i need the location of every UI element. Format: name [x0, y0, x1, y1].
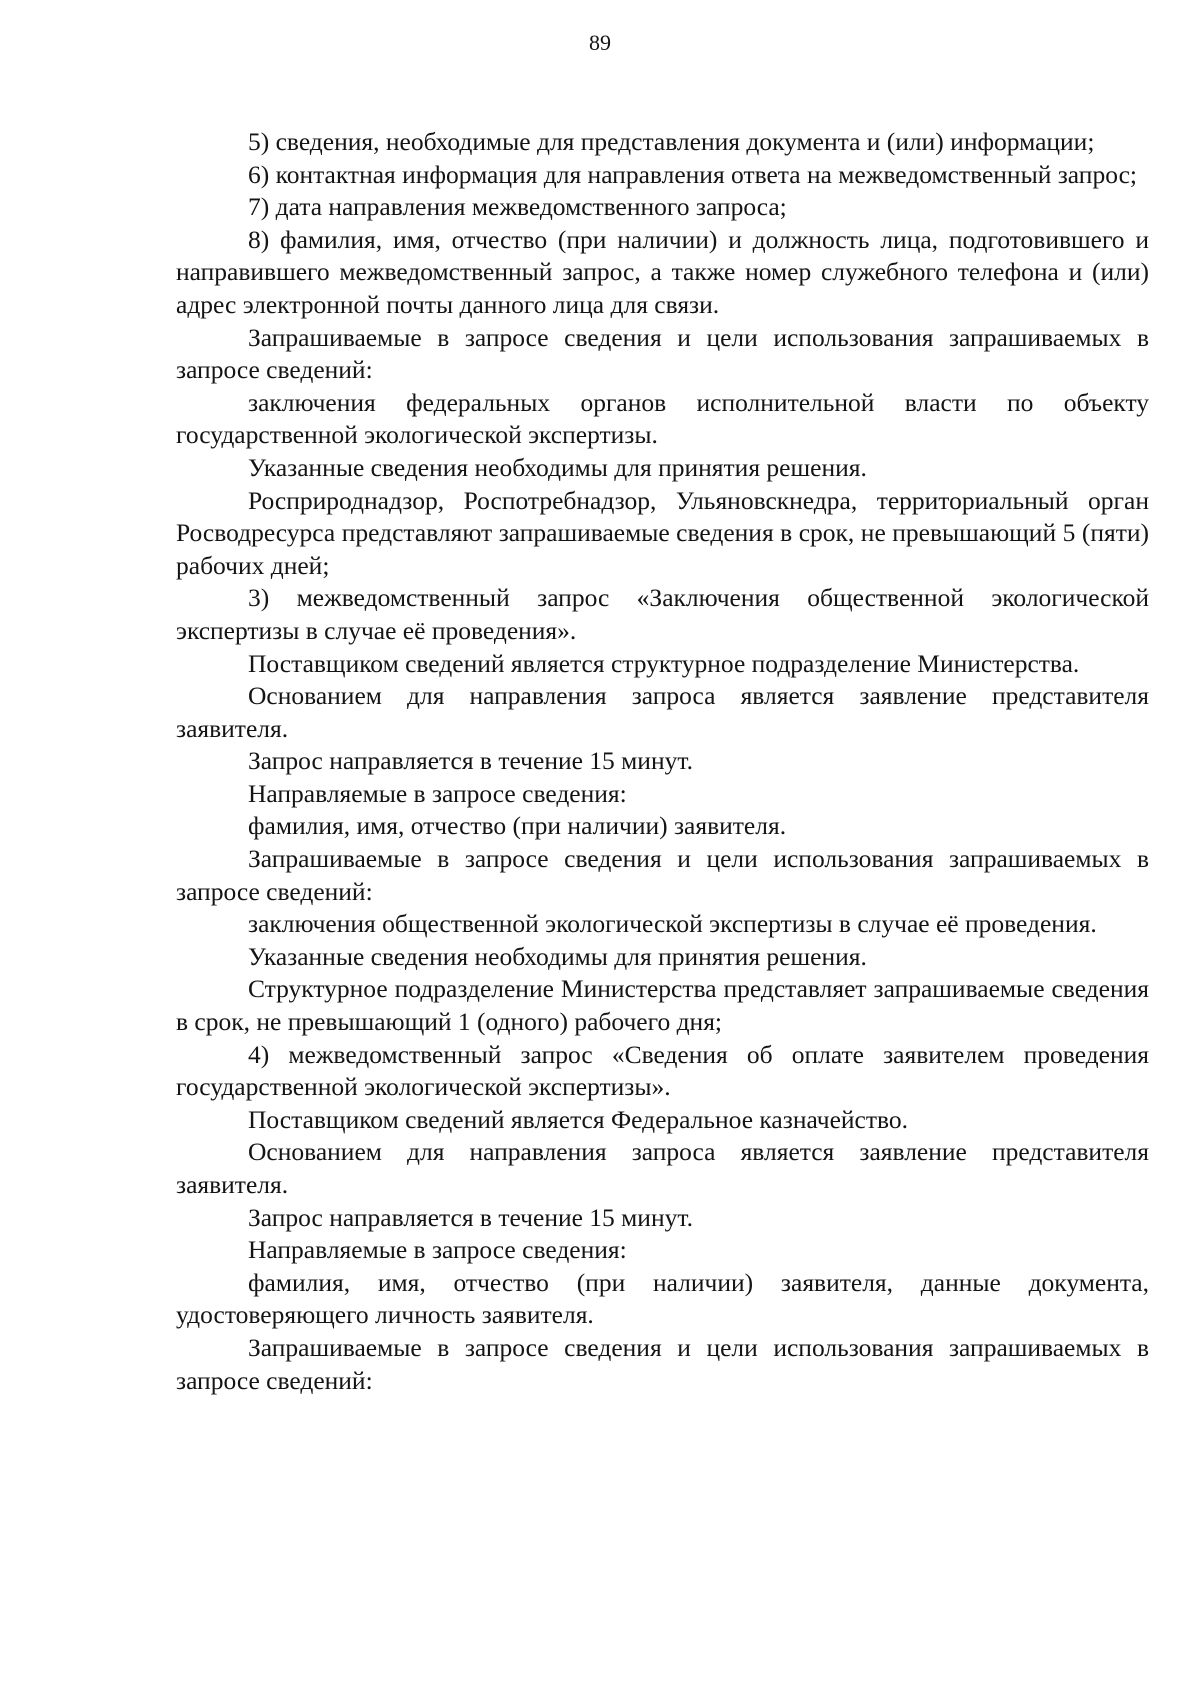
paragraph: Направляемые в запросе сведения: [248, 778, 627, 808]
paragraph: Росприроднадзор, Роспотребнадзор, Ульяновскнедра, территориальный орган Росводресурса представляют запрашиваемые сведения в срок, не превышающий 5 (пяти) рабочих дней; [176, 485, 1149, 580]
paragraph: Запрашиваемые в запросе сведения и цели использования запрашиваемых в запросе сведений: [176, 1332, 1149, 1395]
paragraph: Запрос направляется в течение 15 минут. [248, 746, 693, 776]
paragraph: 7) дата направления межведомственного запроса; [248, 192, 787, 222]
paragraph: Указанные сведения необходимы для принятия решения. [248, 941, 867, 971]
paragraph: Запрашиваемые в запросе сведения и цели использования запрашиваемых в запросе сведений: [176, 322, 1149, 385]
paragraph: 3) межведомственный запрос «Заключения общественной экологической экспертизы в случае её проведения». [176, 583, 1149, 645]
paragraph: заключения федеральных органов исполнительной власти по объекту государственной экологической экспертизы. [176, 387, 1149, 450]
paragraph: Структурное подразделение Министерства представляет запрашиваемые сведения в срок, не превышающий 1 (одного) рабочего дня; [176, 974, 1149, 1037]
document-body [176, 126, 1149, 1397]
paragraph: Направляемые в запросе сведения: [248, 1235, 627, 1265]
paragraph: Основанием для направления запроса является заявление представителя заявителя. [176, 1137, 1149, 1199]
page-number: 89 [589, 30, 611, 55]
paragraph: Поставщиком сведений является Федеральное казначейство. [248, 1104, 909, 1134]
paragraph: Запрашиваемые в запросе сведения и цели использования запрашиваемых в запросе сведений: [176, 844, 1149, 906]
paragraph: 4) межведомственный запрос «Сведения об оплате заявителем проведения государственной экологической экспертизы». [176, 1039, 1149, 1102]
paragraph: фамилия, имя, отчество (при наличии) заявителя, данные документа, удостоверяющего личность заявителя. [176, 1267, 1149, 1330]
paragraph: Основанием для направления запроса является заявление представителя заявителя. [176, 681, 1149, 743]
paragraph: Поставщиком сведений является структурное подразделение Министерства. [248, 648, 1080, 678]
paragraph: фамилия, имя, отчество (при наличии) заявителя. [248, 811, 787, 841]
paragraph: Запрос направляется в течение 15 минут. [248, 1202, 693, 1232]
paragraph: заключения общественной экологической экспертизы в случае её проведения. [248, 909, 1097, 939]
paragraph: 5) сведения, необходимые для представления документа и (или) информации; [248, 127, 1095, 156]
paragraph: 8) фамилия, имя, отчество (при наличии) и должность лица, подготовившего и направившего межведомственный запрос, а также номер служебного телефона и (или) адрес электронной почты данного лица для связи. [176, 224, 1149, 319]
paragraph: 6) контактная информация для направления ответа на межведомственный запрос; [248, 159, 1137, 189]
paragraph: Указанные сведения необходимы для принятия решения. [248, 452, 867, 482]
